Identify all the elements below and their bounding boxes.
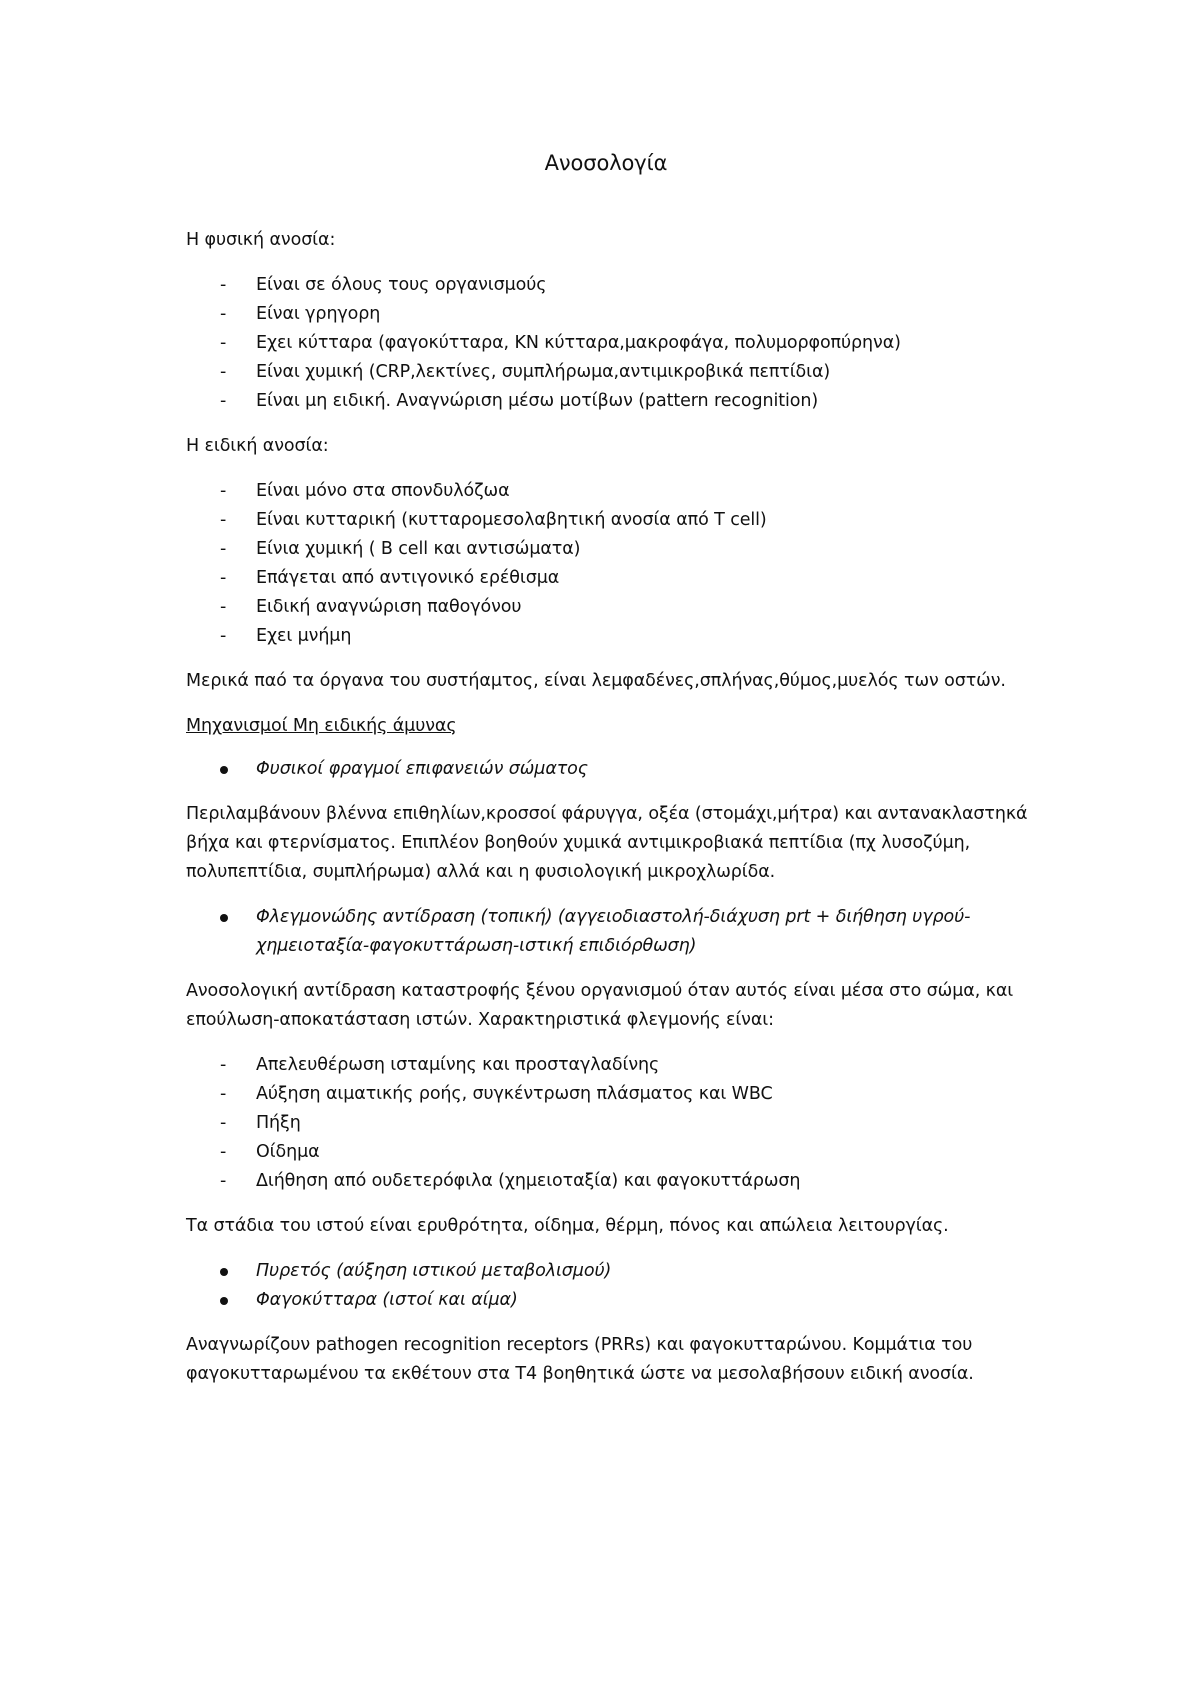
list-item (186, 755, 1046, 784)
document-body (186, 148, 1046, 1405)
list-item (186, 1109, 1046, 1138)
dash-marker: - (220, 510, 227, 530)
dash-marker: - (220, 1113, 227, 1133)
list-item (186, 1051, 1046, 1080)
list-item (186, 622, 1046, 651)
bullet-marker (220, 914, 228, 922)
adaptive-immunity-list (186, 477, 1046, 651)
list-item-text: Εχει μνήμη (256, 626, 352, 646)
dash-marker: - (220, 1055, 227, 1075)
list-item-text: Είναι χυμική (CRP,λεκτίνες, συμπλήρωμα,αντιμικροβικά πεπτίδια) (256, 362, 831, 382)
barriers-bullet-list (186, 755, 1046, 784)
document-title: Ανοσολογία (544, 151, 668, 175)
list-item-text: Είναι σε όλους τους οργανισμούς (256, 275, 547, 295)
dash-marker: - (220, 1084, 227, 1104)
dash-marker: - (220, 1171, 227, 1191)
list-item-text: Είναι γρηγορη (256, 304, 381, 324)
list-item-text: Αύξηση αιματικής ροής, συγκέντρωση πλάσματος και WBC (256, 1084, 773, 1104)
list-item-text: Είναι κυτταρική (κυτταρομεσολαβητική ανοσία από T cell) (256, 510, 767, 530)
list-item (186, 903, 1046, 961)
list-item (186, 1286, 1046, 1315)
bullet-marker (220, 1297, 228, 1305)
list-item-text: Διήθηση από ουδετερόφιλα (χημειοταξία) και φαγοκυττάρωση (256, 1171, 801, 1191)
list-item-text: Απελευθέρωση ισταμίνης και προσταγλαδίνης (256, 1055, 660, 1075)
dash-marker: - (220, 391, 227, 411)
adaptive-immunity-label: Η ειδική ανοσία: (186, 436, 329, 456)
dash-marker: - (220, 362, 227, 382)
dash-marker: - (220, 1142, 227, 1162)
innate-immunity-label: Η φυσική ανοσία: (186, 230, 336, 250)
dash-marker: - (220, 275, 227, 295)
list-item-text: Πυρετός (αύξηση ιστικού μεταβολισμού) (256, 1261, 612, 1281)
final-paragraph: Αναγνωρίζουν pathogen recognition receptors (PRRs) και φαγοκυτταρώνου. Κομμάτια του φαγοκυτταρωμένου τα εκθέτουν στα Τ4 βοηθητικά ώστε να μεσολαβήσουν ειδική ανοσία. (186, 1335, 974, 1384)
list-item-text: Οίδημα (256, 1142, 320, 1162)
organs-paragraph: Μερικά παό τα όργανα του συστήαμτος, είναι λεμφαδένες,σπλήνας,θύμος,μυελός των οστών. (186, 671, 1006, 691)
list-item (186, 1138, 1046, 1167)
dash-marker: - (220, 568, 227, 588)
dash-marker: - (220, 597, 227, 617)
list-item (186, 300, 1046, 329)
list-item-text: Φλεγμονώδης αντίδραση (τοπική) (αγγειοδιαστολή-διάχυση prt + διήθηση υγρού-χημειοταξία-φαγοκυττάρωση-ιστική επιδιόρθωση) (256, 907, 971, 956)
stages-paragraph: Τα στάδια του ιστού είναι ερυθρότητα, οίδημα, θέρμη, πόνος και απώλεια λειτουργίας. (186, 1216, 949, 1236)
list-item (186, 1167, 1046, 1196)
list-item-text: Είναι μόνο στα σπονδυλόζωα (256, 481, 510, 501)
list-item-text: Ειδική αναγνώριση παθογόνου (256, 597, 522, 617)
inflammation-bullet-list (186, 903, 1046, 961)
list-item (186, 271, 1046, 300)
list-item (186, 358, 1046, 387)
list-item (186, 1257, 1046, 1286)
list-item (186, 477, 1046, 506)
dash-marker: - (220, 626, 227, 646)
bullet-marker (220, 766, 228, 774)
bullet-marker (220, 1268, 228, 1276)
list-item-text: Φαγοκύτταρα (ιστοί και αίμα) (256, 1290, 518, 1310)
dash-marker: - (220, 539, 227, 559)
list-item (186, 535, 1046, 564)
fever-phagocytes-bullet-list (186, 1257, 1046, 1315)
dash-marker: - (220, 333, 227, 353)
nonspecific-defense-heading: Μηχανισμοί Μη ειδικής άμυνας (186, 716, 457, 736)
list-item (186, 506, 1046, 535)
dash-marker: - (220, 304, 227, 324)
list-item (186, 593, 1046, 622)
list-item (186, 387, 1046, 416)
list-item (186, 564, 1046, 593)
list-item-text: Είναι μη ειδική. Αναγνώριση μέσω μοτίβων (pattern recognition) (256, 391, 819, 411)
list-item (186, 329, 1046, 358)
list-item (186, 1080, 1046, 1109)
innate-immunity-list (186, 271, 1046, 416)
list-item-text: Πήξη (256, 1113, 301, 1133)
barriers-paragraph: Περιλαμβάνουν βλέννα επιθηλίων,κροσσοί φάρυγγα, οξέα (στομάχι,μήτρα) και αντανακλαστηκά βήχα και φτερνίσματος. Επιπλέον βοηθούν χυμικά αντιμικροβιακά πεπτίδια (πχ λυσοζύμη, πολυπεπτίδια, συμπλήρωμα) αλλά και η φυσιολογική μικροχλωρίδα. (186, 804, 1028, 882)
inflammation-paragraph: Ανοσολογική αντίδραση καταστροφής ξένου οργανισμού όταν αυτός είναι μέσα στο σώμα, και επούλωση-αποκατάσταση ιστών. Χαρακτηριστικά φλεγμονής είναι: (186, 981, 1014, 1030)
list-item-text: Φυσικοί φραγμοί επιφανειών σώματος (256, 759, 588, 779)
dash-marker: - (220, 481, 227, 501)
list-item-text: Είνια χυμική ( B cell και αντισώματα) (256, 539, 581, 559)
inflammation-features-list (186, 1051, 1046, 1196)
list-item-text: Επάγεται από αντιγονικό ερέθισμα (256, 568, 560, 588)
list-item-text: Εχει κύτταρα (φαγοκύτταρα, ΚΝ κύτταρα,μακροφάγα, πολυμορφοπύρηνα) (256, 333, 901, 353)
